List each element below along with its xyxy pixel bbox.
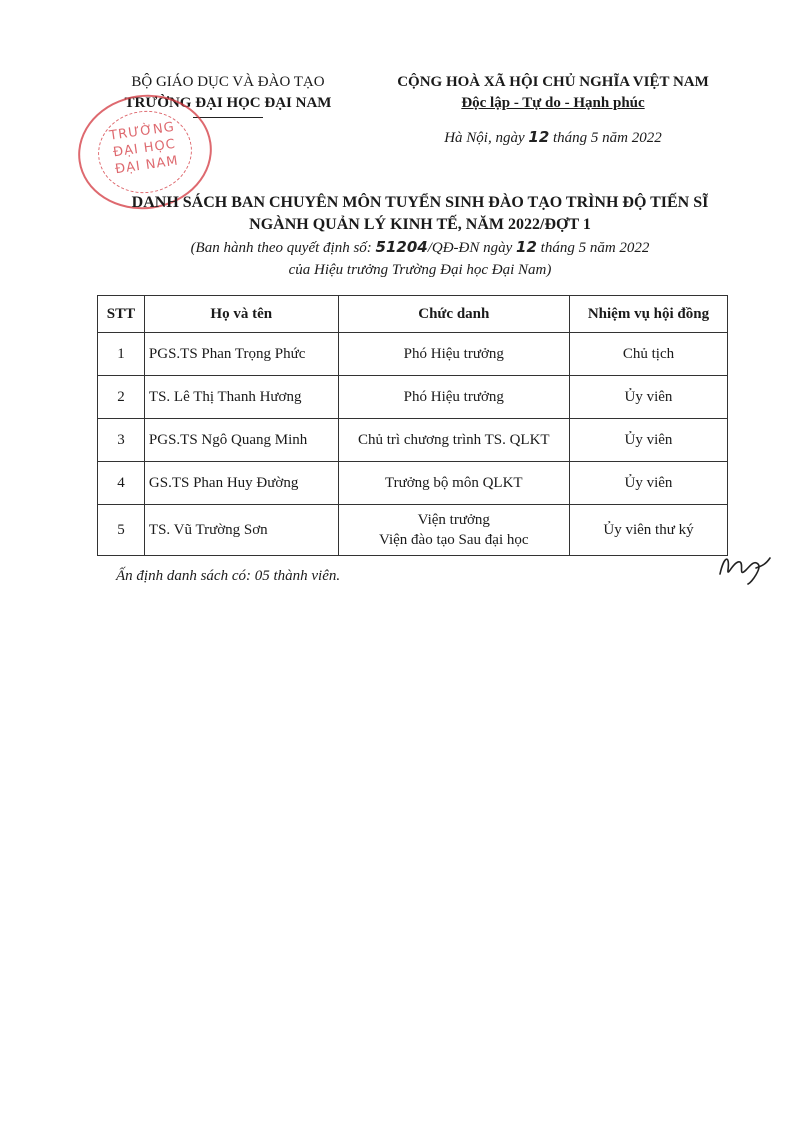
decision-prefix: (Ban hành theo quyết định số: <box>190 240 376 256</box>
cell-role-line-1: Viện trưởng <box>417 512 490 528</box>
member-table <box>97 295 728 556</box>
header-duty: Nhiệm vụ hội đồng <box>569 296 727 333</box>
header-stt: STT <box>98 296 145 333</box>
stamp-line-2: ĐẠI HỌC <box>112 136 177 161</box>
nation-name: CỘNG HOÀ XÃ HỘI CHỦ NGHĨA VIỆT NAM <box>397 74 709 90</box>
date-prefix: Hà Nội, ngày <box>444 130 529 146</box>
cell-role: Chủ trì chương trình TS. QLKT <box>338 419 569 462</box>
cell-stt: 1 <box>98 333 145 376</box>
cell-role: Phó Hiệu trưởng <box>338 333 569 376</box>
document-title-block <box>80 192 760 281</box>
decision-reference <box>80 236 760 259</box>
stamp-line-3: ĐẠI NAM <box>114 153 180 178</box>
signature-initials <box>712 548 772 588</box>
cell-duty: Ủy viên thư ký <box>569 505 727 556</box>
date-day-handwritten: 12 <box>528 128 550 146</box>
cell-stt: 2 <box>98 376 145 419</box>
document-title-line-1: DANH SÁCH BAN CHUYÊN MÔN TUYỂN SINH ĐÀO TẠO TRÌNH ĐỘ TIẾN SĨ <box>131 194 709 211</box>
header-name: Họ và tên <box>144 296 338 333</box>
cell-stt: 3 <box>98 419 145 462</box>
ministry-name: BỘ GIÁO DỤC VÀ ĐÀO TẠO <box>131 74 325 90</box>
national-header <box>380 72 726 149</box>
cell-duty: Ủy viên <box>569 419 727 462</box>
cell-name: PGS.TS Ngô Quang Minh <box>144 419 338 462</box>
table-row <box>98 333 728 376</box>
table-header-row <box>98 296 728 333</box>
decision-issuer: của Hiệu trưởng Trường Đại học Đại Nam) <box>288 262 552 278</box>
national-motto: Độc lập - Tự do - Hạnh phúc <box>461 95 645 111</box>
cell-duty: Chủ tịch <box>569 333 727 376</box>
cell-role: Trưởng bộ môn QLKT <box>338 462 569 505</box>
cell-stt: 5 <box>98 505 145 556</box>
cell-name: GS.TS Phan Huy Đường <box>144 462 338 505</box>
member-count-note: Ấn định danh sách có: 05 thành viên. <box>116 568 341 584</box>
table-row <box>98 376 728 419</box>
university-name: TRƯỜNG ĐẠI HỌC ĐẠI NAM <box>124 95 332 111</box>
cell-name: TS. Lê Thị Thanh Hương <box>144 376 338 419</box>
decision-mid: /QĐ-ĐN ngày <box>427 240 517 256</box>
date-suffix: tháng 5 năm 2022 <box>549 130 662 146</box>
cell-role-line-2: Viện đào tạo Sau đại học <box>379 532 529 548</box>
cell-duty: Ủy viên <box>569 462 727 505</box>
table-row <box>98 505 728 556</box>
decision-number-handwritten: 51204 <box>375 238 428 256</box>
decision-suffix: tháng 5 năm 2022 <box>536 240 650 256</box>
table-row <box>98 462 728 505</box>
document-title-line-2: NGÀNH QUẢN LÝ KINH TẾ, NĂM 2022/ĐỢT 1 <box>249 216 591 233</box>
cell-name: PGS.TS Phan Trọng Phức <box>144 333 338 376</box>
stamp-line-1: TRƯỜNG <box>108 119 176 144</box>
decision-day-handwritten: 12 <box>516 238 537 256</box>
stamp-text <box>77 114 213 183</box>
cell-name: TS. Vũ Trường Sơn <box>144 505 338 556</box>
place-date <box>380 126 726 149</box>
cell-role: Phó Hiệu trưởng <box>338 376 569 419</box>
table-row <box>98 419 728 462</box>
cell-duty: Ủy viên <box>569 376 727 419</box>
cell-role <box>338 505 569 556</box>
header-role: Chức danh <box>338 296 569 333</box>
cell-stt: 4 <box>98 462 145 505</box>
